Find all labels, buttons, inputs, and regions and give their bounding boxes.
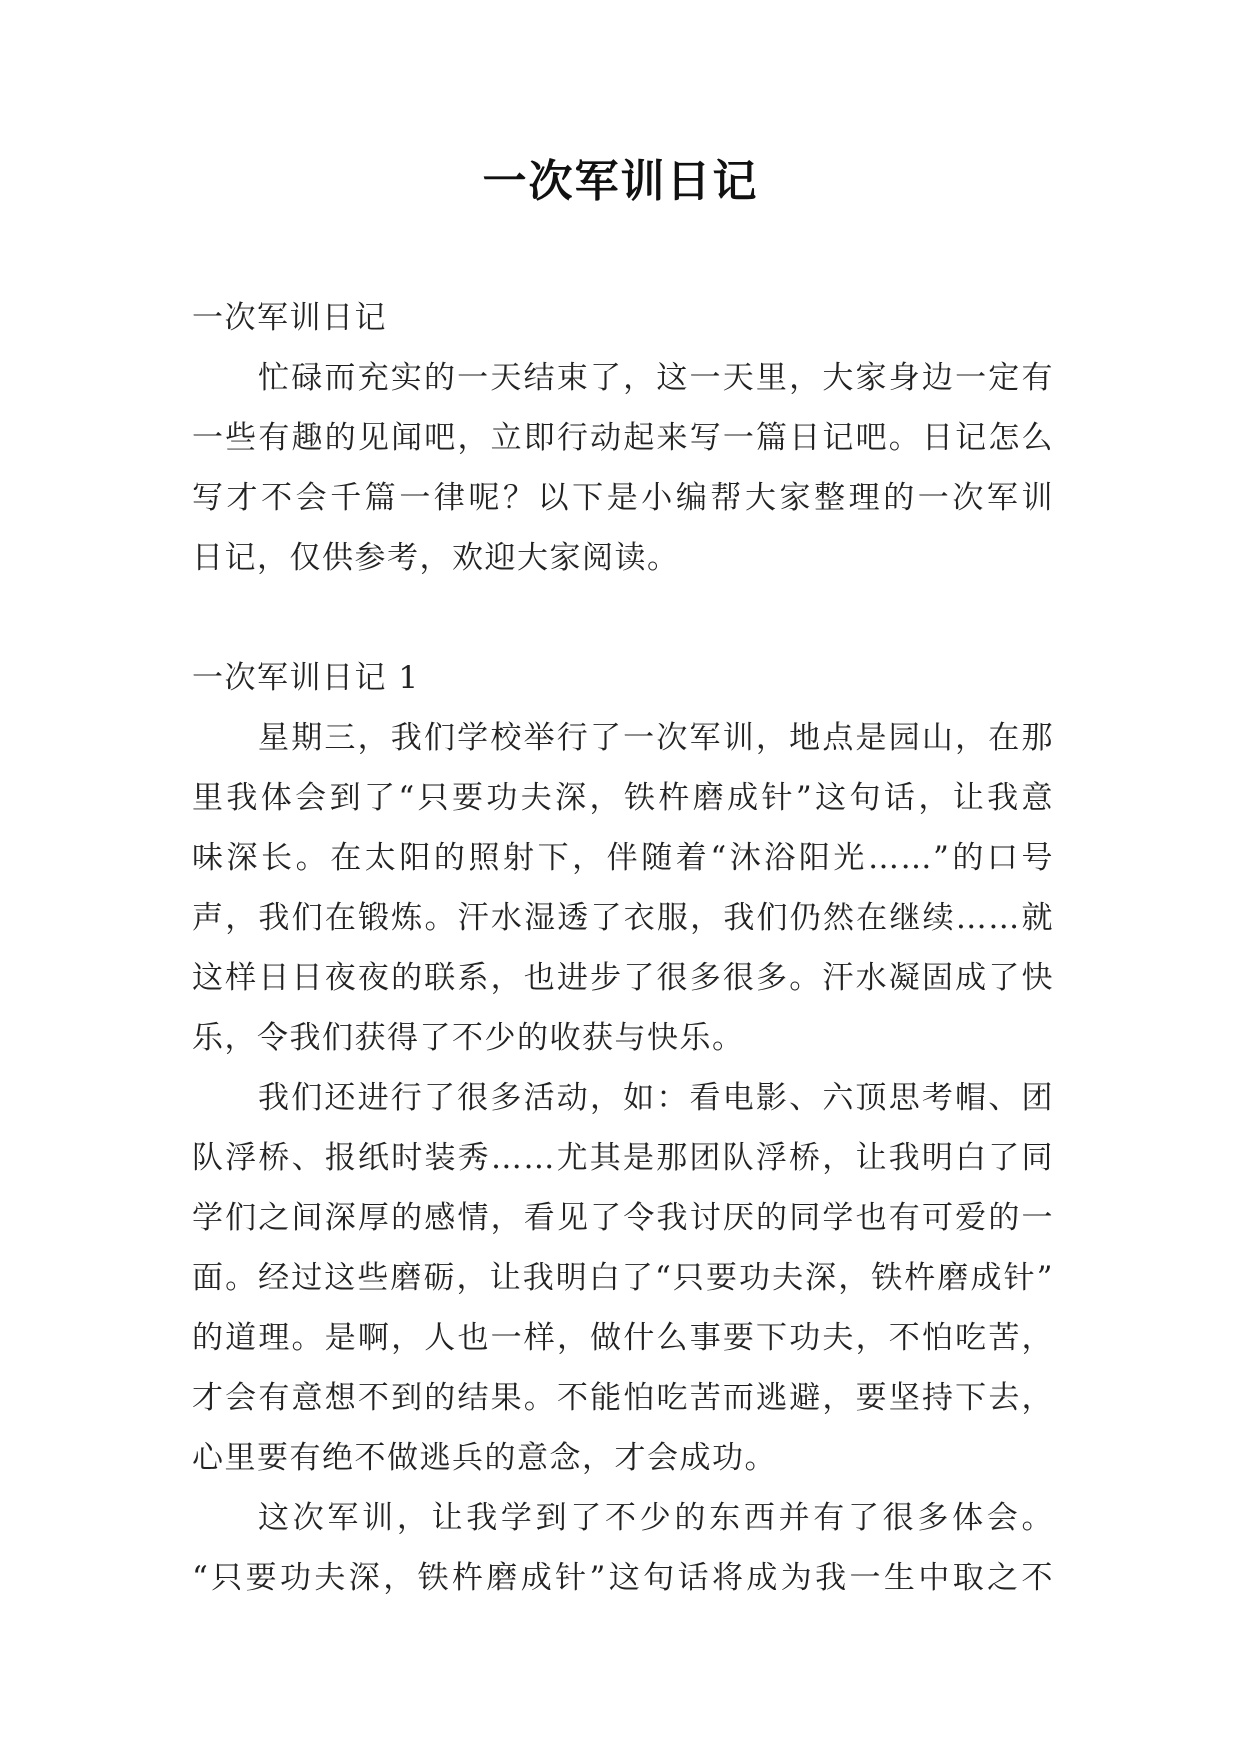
- paragraph-line: 才会有意想不到的结果。不能怕吃苦而逃避，要坚持下去，: [192, 1380, 1054, 1416]
- paragraph-line: 我们还进行了很多活动，如：看电影、六顶思考帽、团: [258, 1080, 1054, 1116]
- paragraph-line: 里我体会到了“只要功夫深，铁杵磨成针”这句话，让我意: [192, 780, 1054, 816]
- paragraph-line: 这样日日夜夜的联系，也进步了很多很多。汗水凝固成了快: [192, 960, 1054, 996]
- paragraph-line: 乐，令我们获得了不少的收获与快乐。: [192, 1020, 745, 1056]
- paragraph-line: 星期三，我们学校举行了一次军训，地点是园山，在那: [258, 720, 1054, 756]
- paragraph-line: 忙碌而充实的一天结束了，这一天里，大家身边一定有: [258, 360, 1054, 396]
- intro-paragraph: [192, 348, 1054, 588]
- document-body: [192, 288, 1054, 1608]
- paragraph-line: 这次军训，让我学到了不少的东西并有了很多体会。: [258, 1500, 1054, 1536]
- paragraph-line: 心里要有绝不做逃兵的意念，才会成功。: [192, 1440, 777, 1476]
- paragraph-line: 学们之间深厚的感情，看见了令我讨厌的同学也有可爱的一: [192, 1200, 1054, 1236]
- paragraph-line: 声，我们在锻炼。汗水湿透了衣服，我们仍然在继续……就: [192, 900, 1054, 936]
- paragraph-line: “只要功夫深，铁杵磨成针”这句话将成为我一生中取之不: [192, 1560, 1054, 1596]
- paragraph-line: 日记，仅供参考，欢迎大家阅读。: [192, 540, 680, 576]
- paragraph-line: 一些有趣的见闻吧，立即行动起来写一篇日记吧。日记怎么: [192, 420, 1054, 456]
- section-paragraph-3: [192, 1488, 1054, 1608]
- paragraph-line: 味深长。在太阳的照射下，伴随着“沐浴阳光……”的口号: [192, 840, 1054, 876]
- section-heading: 一次军训日记 1: [192, 660, 420, 696]
- paragraph-line: 的道理。是啊，人也一样，做什么事要下功夫，不怕吃苦，: [192, 1320, 1054, 1356]
- paragraph-line: 队浮桥、报纸时装秀……尤其是那团队浮桥，让我明白了同: [192, 1140, 1054, 1176]
- section-paragraph-1: [192, 708, 1054, 1068]
- section-spacer: [192, 588, 1054, 648]
- section-paragraph-2: [192, 1068, 1054, 1488]
- document-title: 一次军训日记: [482, 156, 759, 207]
- intro-heading: 一次军训日记: [192, 300, 387, 336]
- paragraph-line: 面。经过这些磨砺，让我明白了“只要功夫深，铁杵磨成针”: [192, 1260, 1054, 1296]
- paragraph-line: 写才不会千篇一律呢？以下是小编帮大家整理的一次军训: [192, 480, 1054, 516]
